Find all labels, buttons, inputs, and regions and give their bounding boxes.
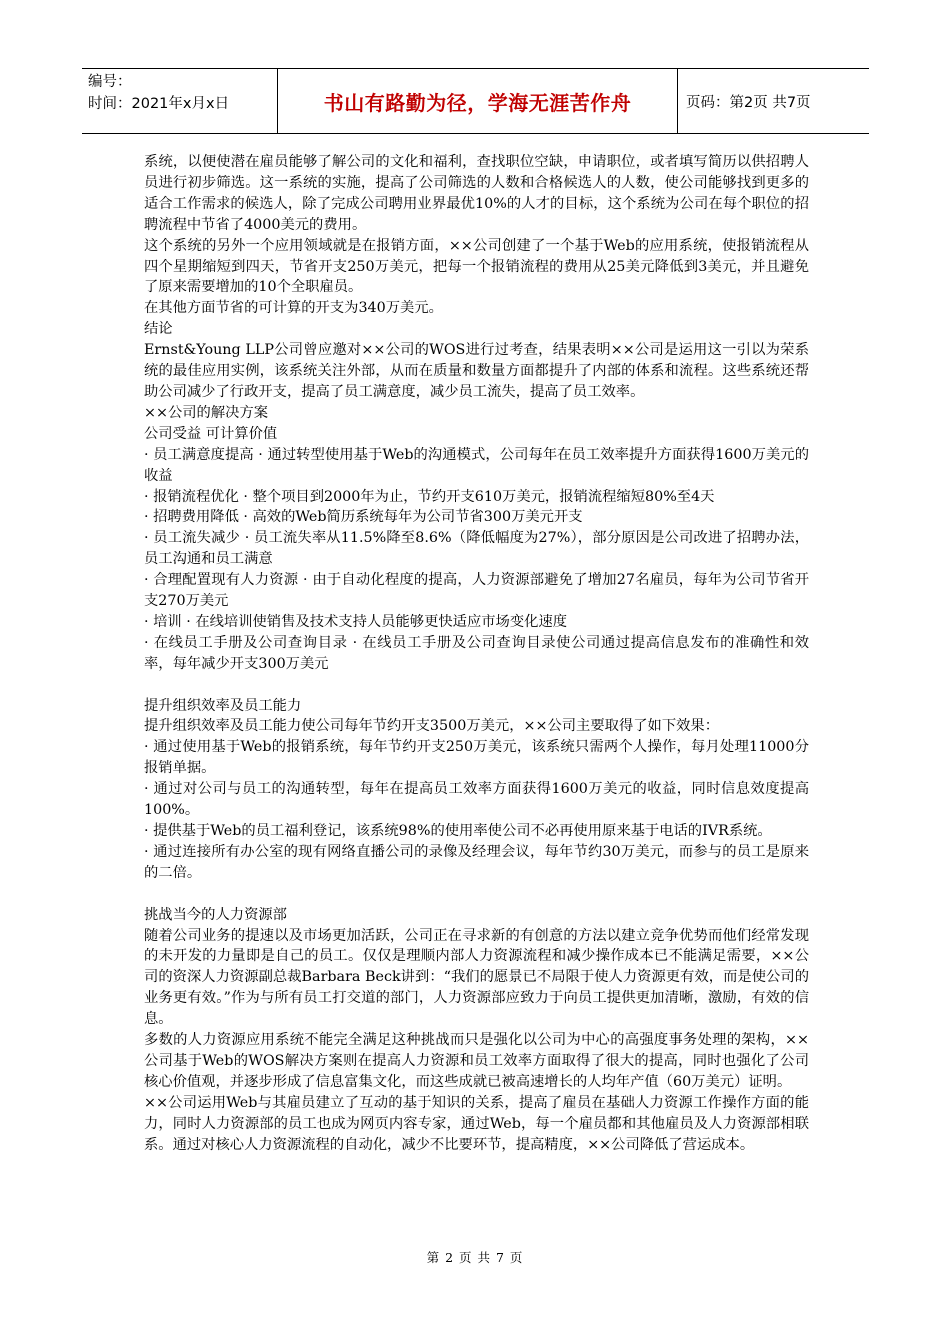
table-header: 公司受益 可计算价值 — [144, 425, 278, 442]
paragraph: 提升组织效率及员工能力使公司每年节约开支3500万美元，××公司主要取得了如下效果： — [144, 718, 720, 735]
list-item: · 提供基于Web的员工福利登记，该系统98%的使用率使公司不必再使用原来基于电话的IVR系统。 — [144, 822, 772, 839]
blank-line — [144, 675, 809, 696]
header-meta — [82, 69, 278, 133]
paragraph: 多数的人力资源应用系统不能完全满足这种挑战而只是强化以公司为中心的高强度事务处理的架构，××公司基于Web的WOS解决方案则在提高人力资源和员工效率方面取得了很大的提高，同时也强化了公司核心价值观，并逐步形成了信息富集文化，而这些成就已被高速增长的人均年产值（60万美元）证明。 — [144, 1032, 809, 1090]
document-body — [144, 152, 809, 1155]
list-item: · 培训 · 在线培训使销售及技术支持人员能够更快适应市场变化速度 — [144, 613, 568, 630]
header-page-info: 页码：第2页 共7页 — [686, 94, 811, 111]
page-header — [82, 68, 869, 134]
section-heading: ××公司的解决方案 — [144, 404, 269, 421]
header-slogan: 书山有路勤为径，学海无涯苦作舟 — [278, 69, 678, 133]
page-footer: 第 2 页 共 7 页 — [426, 1250, 524, 1265]
section-heading: 提升组织效率及员工能力 — [144, 697, 302, 714]
list-item: · 报销流程优化 · 整个项目到2000年为止，节约开支610万美元，报销流程缩短80%至4天 — [144, 488, 715, 505]
paragraph: 在其他方面节省的可计算的开支为340万美元。 — [144, 300, 443, 317]
list-item: · 通过使用基于Web的报销系统，每年节约开支250万美元，该系统只需两个人操作，每月处理11000分报销单据。 — [144, 739, 809, 777]
document-number-label: 编号： — [88, 74, 132, 90]
list-item: · 通过对公司与员工的沟通转型，每年在提高员工效率方面获得1600万美元的收益，同时信息效度提高100%。 — [144, 781, 809, 819]
section-heading: 结论 — [144, 321, 173, 338]
paragraph: 这个系统的另外一个应用领域就是在报销方面，××公司创建了一个基于Web的应用系统，使报销流程从四个星期缩短到四天，节省开支250万美元，把每一个报销流程的费用从25美元降低到3美元，并且避免了原来需要增加的10个全职雇员。 — [144, 237, 809, 296]
blank-line — [144, 884, 809, 905]
paragraph: 随着公司业务的提速以及市场更加活跃，公司正在寻求新的有创意的方法以建立竞争优势而他们经常发现的未开发的力量即是自己的员工。仅仅是理顺内部人力资源流程和减少操作成本已不能满足需要，××公司的资深人力资源副总裁Barbara Beck讲到：“我们的愿景已不局限于使人力资源更有效，而是使公司的业务更有效。”作为与所有员工打交道的部门，人力资源部应致力于向员工提供更加清晰，激励，有效的信息。 — [144, 927, 809, 1028]
list-item: · 合理配置现有人力资源 · 由于自动化程度的提高，人力资源部避免了增加27名雇员，每年为公司节省开支270万美元 — [144, 572, 809, 610]
list-item: · 员工满意度提高 · 通过转型使用基于Web的沟通模式，公司每年在员工效率提升方面获得1600万美元的收益 — [144, 446, 809, 484]
list-item: · 招聘费用降低 · 高效的Web简历系统每年为公司节省300万美元开支 — [144, 509, 583, 526]
list-item: · 通过连接所有办公室的现有网络直播公司的录像及经理会议，每年节约30万美元，而参与的员工是原来的二倍。 — [144, 843, 809, 881]
document-date: 时间：2021年x月x日 — [88, 96, 230, 112]
paragraph: ××公司运用Web与其雇员建立了互动的基于知识的关系，提高了雇员在基础人力资源工作操作方面的能力，同时人力资源部的员工也成为网页内容专家，通过Web，每一个雇员都和其他雇员及人力资源部相联系。通过对核心人力资源流程的自动化，减少不比要环节，提高精度，××公司降低了营运成本。 — [144, 1094, 809, 1153]
paragraph: 系统，以便使潜在雇员能够了解公司的文化和福利，查找职位空缺，申请职位，或者填写简历以供招聘人员进行初步筛选。这一系统的实施，提高了公司筛选的人数和合格候选人的人数，使公司能够找到更多的适合工作需求的候选人，除了完成公司聘用业界最优10%的人才的目标，这个系统为公司在每个职位的招聘流程中节省了4000美元的费用。 — [144, 154, 809, 233]
paragraph: Ernst&Young LLP公司曾应邀对××公司的WOS进行过考查，结果表明××公司是运用这一引以为荣系统的最佳应用实例，该系统关注外部，从而在质量和数量方面都提升了内部的体系和流程。这些系统还帮助公司减少了行政开支，提高了员工满意度，减少员工流失，提高了员工效率。 — [144, 342, 809, 400]
section-heading: 挑战当今的人力资源部 — [144, 906, 287, 923]
list-item: · 员工流失减少 · 员工流失率从11.5%降至8.6%（降低幅度为27%），部分原因是公司改进了招聘办法，员工沟通和员工满意 — [144, 530, 809, 568]
list-item: · 在线员工手册及公司查询目录 · 在线员工手册及公司查询目录使公司通过提高信息发布的准确性和效率，每年减少开支300万美元 — [144, 634, 809, 672]
